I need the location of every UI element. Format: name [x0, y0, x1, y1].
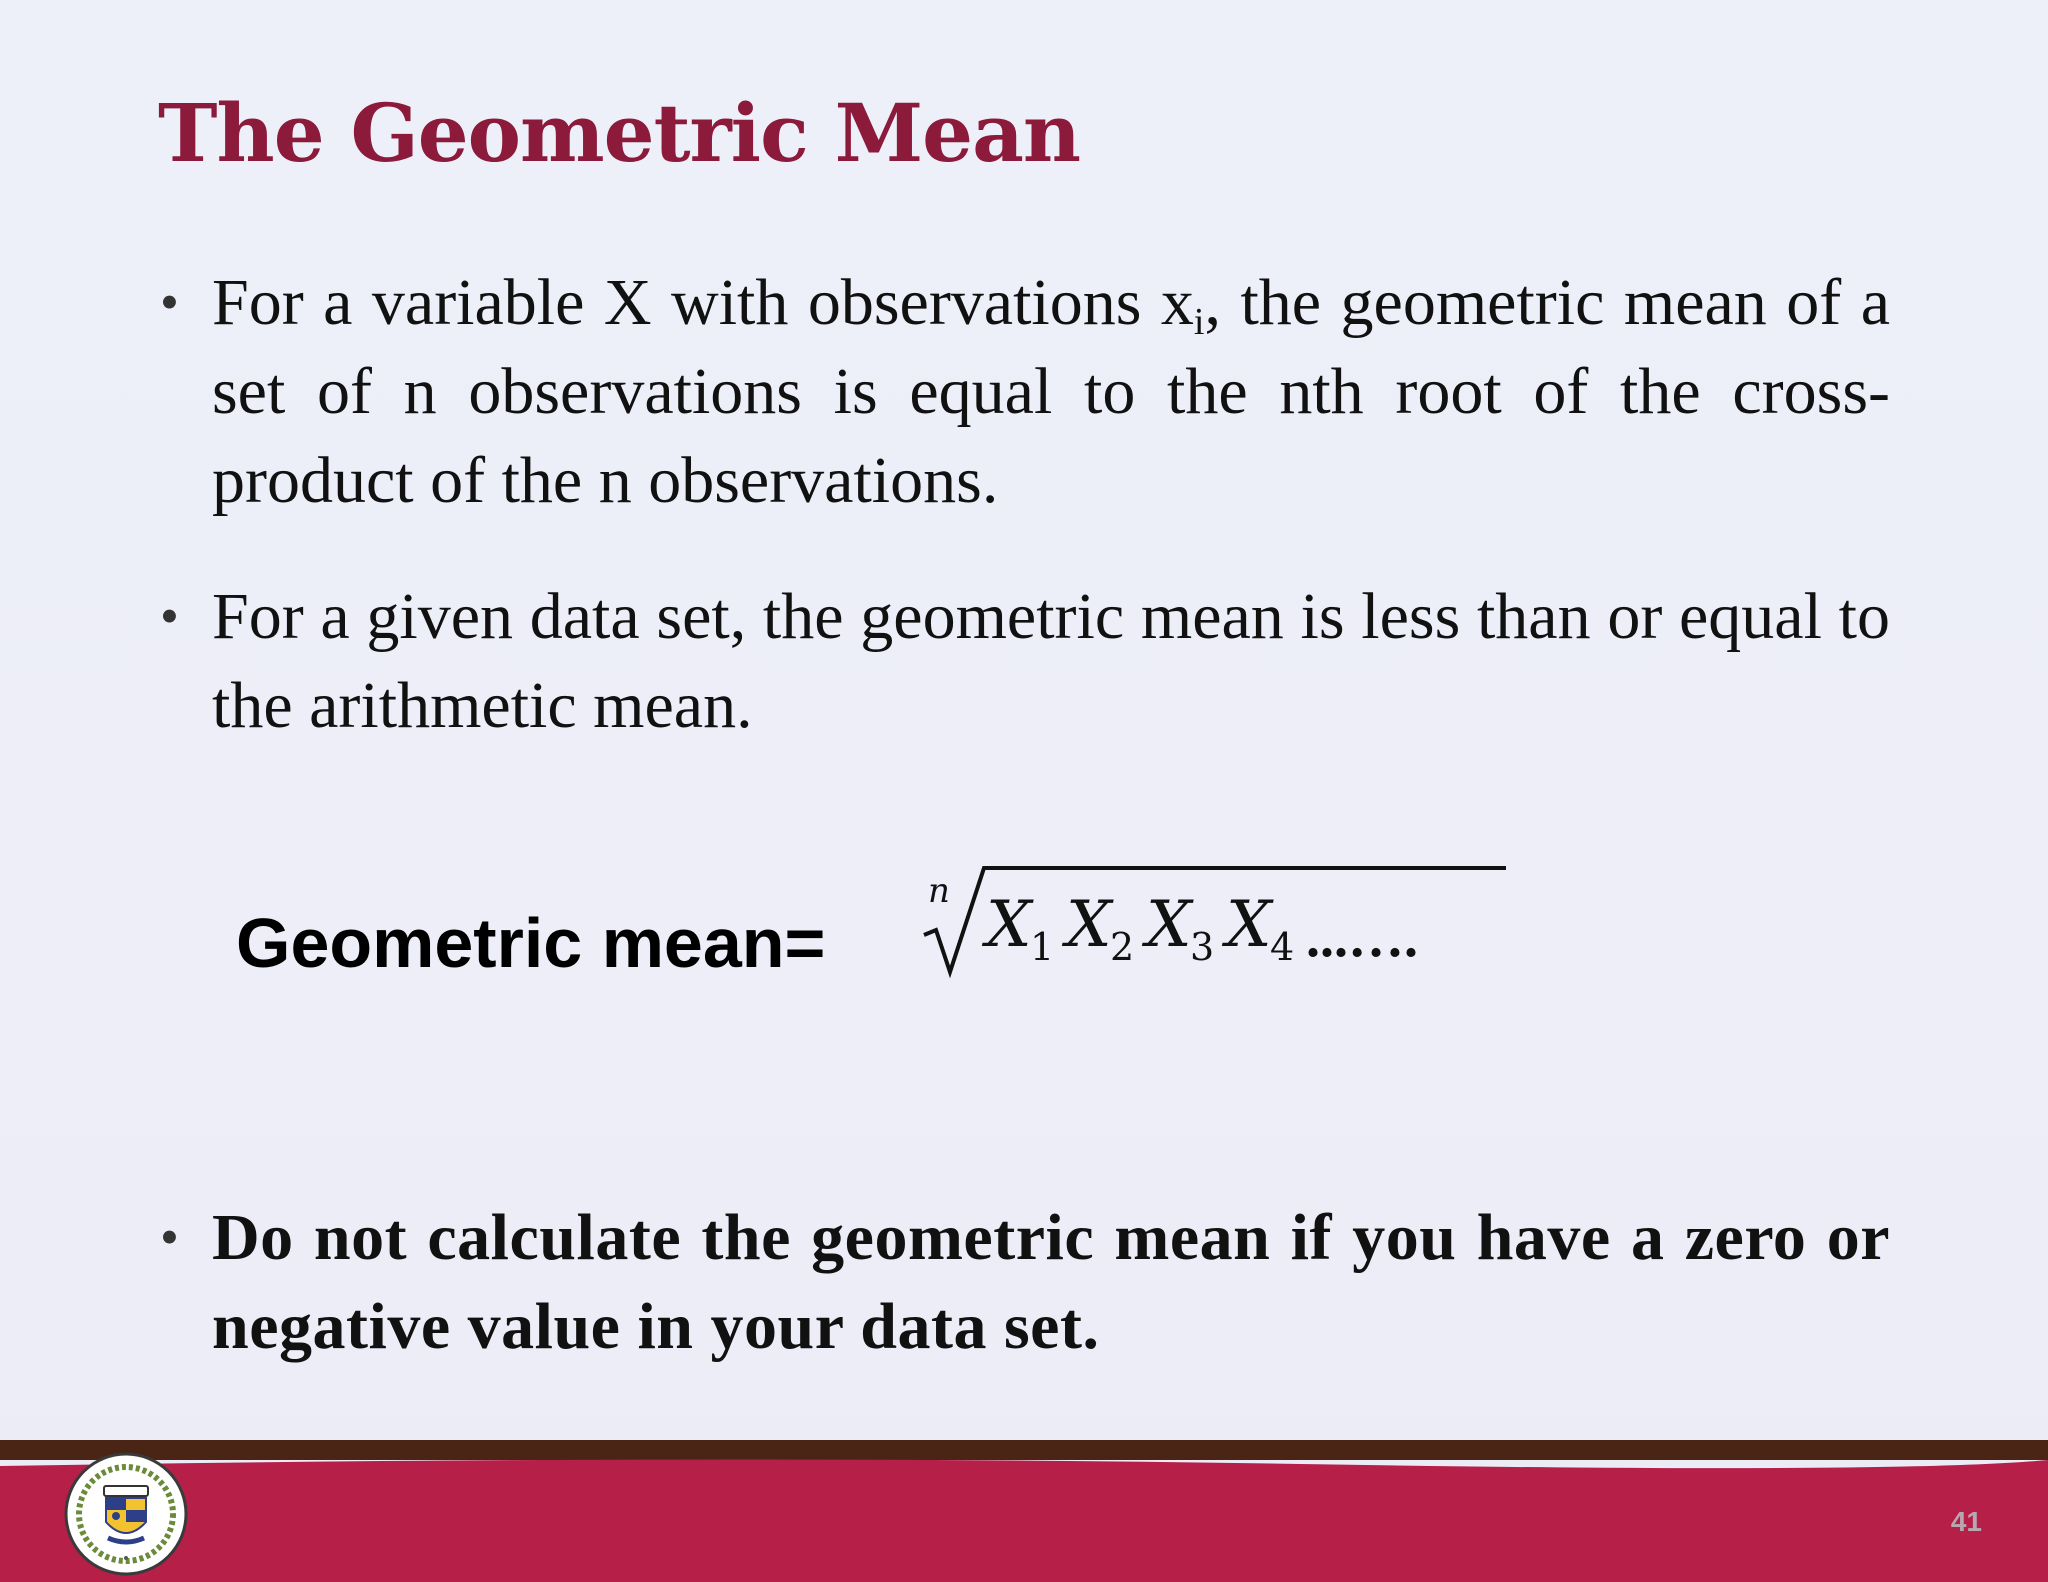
bullet-text-2: For a given data set, the geometric mean is less than or equal to the arithmetic mean.: [212, 580, 1890, 742]
term-subscript-4: 4: [1270, 925, 1295, 969]
bullet-text-part: For a variable X with observations x: [212, 266, 1194, 339]
root-index: n: [928, 871, 950, 911]
term-subscript-1: 1: [1030, 925, 1055, 969]
formula-expression: [886, 860, 1506, 990]
radicand: [981, 888, 1294, 969]
trailing-dots: ...….: [1306, 907, 1418, 969]
term-variable-2: X: [1066, 888, 1112, 962]
bullet-item-1: [160, 258, 1890, 525]
term-variable-1: X: [986, 888, 1032, 962]
bullet-icon: •: [160, 1207, 179, 1267]
formula: [236, 860, 1496, 990]
university-seal-icon: [64, 1452, 188, 1576]
bullet-text-part: , the geometric mean of a set of n observations is equal to the nth root of the cross-product of the n observations.: [212, 266, 1891, 517]
bullet-text-3: Do not calculate the geometric mean if you have a zero or negative value in your data set.: [212, 1201, 1890, 1363]
subscript-i: i: [1193, 301, 1205, 343]
page-number: 41: [1950, 1506, 1982, 1537]
bullet-icon: •: [160, 272, 179, 332]
term-variable-3: X: [1146, 888, 1192, 962]
bullet-item-2: [160, 572, 1890, 750]
footer-band: [0, 1456, 2048, 1582]
term-subscript-2: 2: [1110, 925, 1135, 969]
formula-label: Geometric mean=: [236, 904, 826, 982]
bullet-item-3: [160, 1193, 1890, 1371]
term-variable-4: X: [1226, 888, 1272, 962]
bullet-icon: •: [160, 586, 179, 646]
term-subscript-3: 3: [1190, 925, 1215, 969]
bullet-text-1: [212, 258, 1890, 525]
slide-title: The Geometric Mean: [158, 86, 1081, 180]
